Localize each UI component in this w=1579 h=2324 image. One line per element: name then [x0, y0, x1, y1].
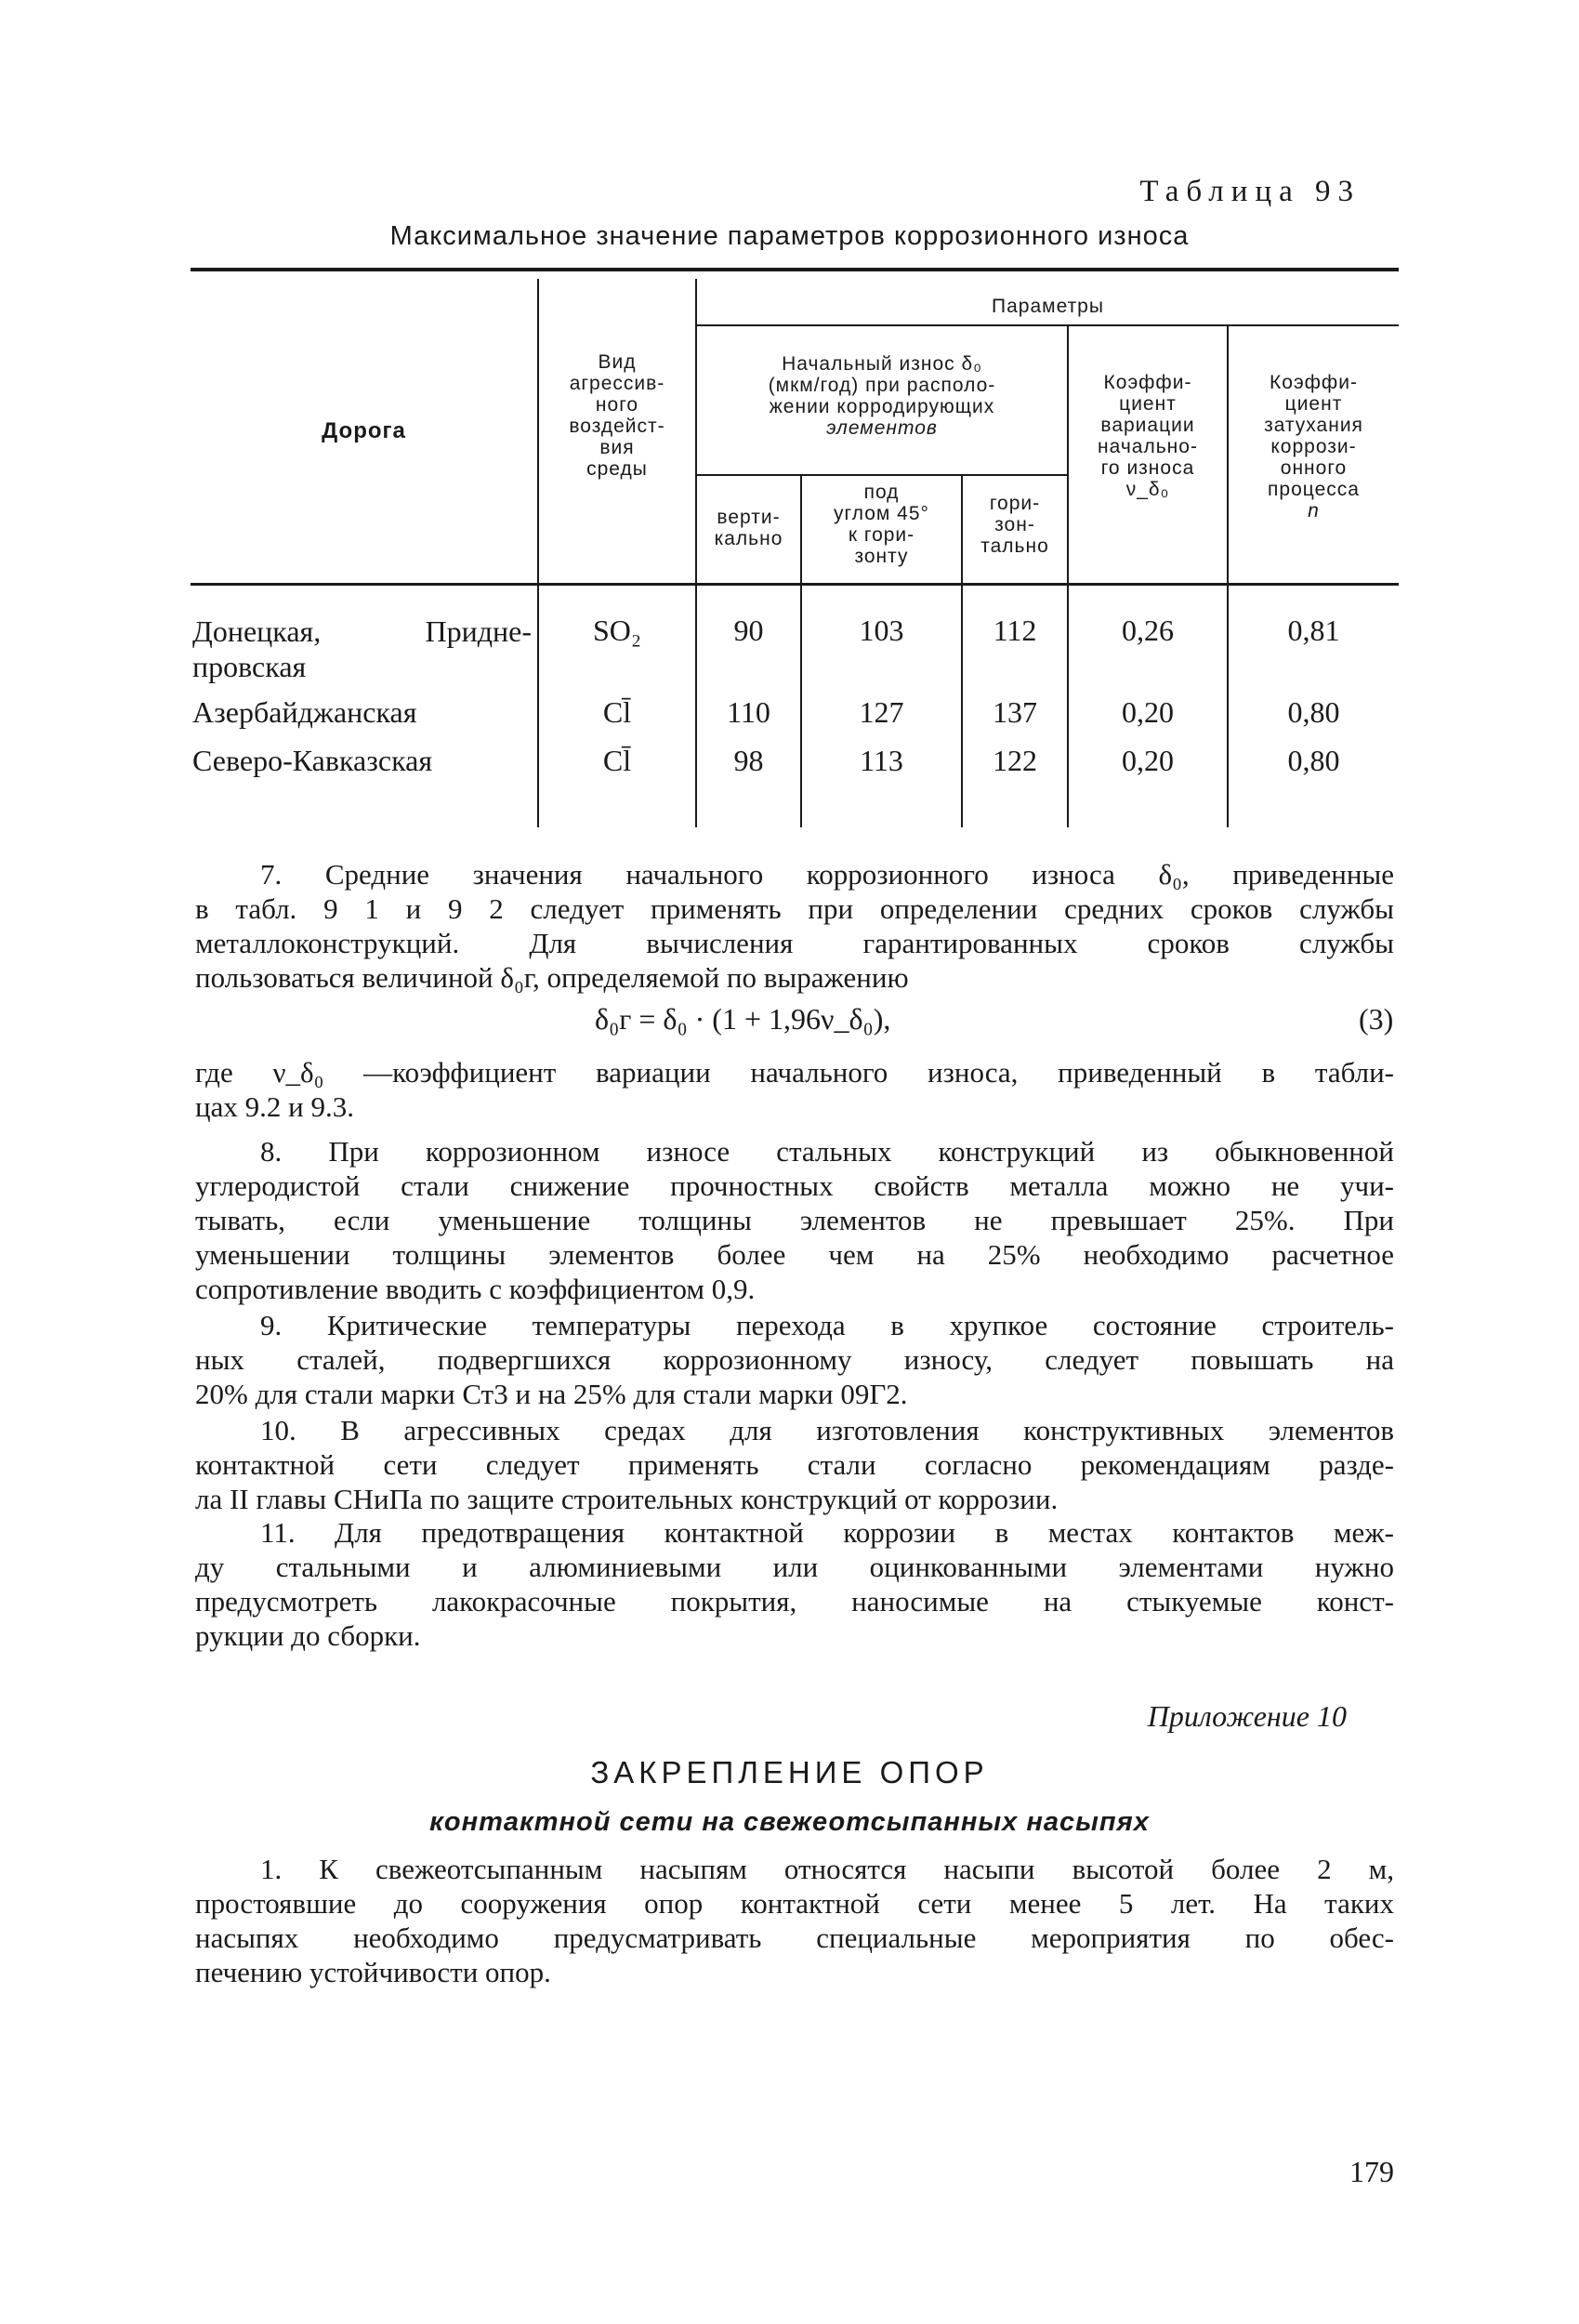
cell-road: Азербайджанская	[192, 695, 417, 729]
cell-damping: 0,80	[1287, 695, 1340, 729]
header-road: Дорога	[322, 418, 406, 443]
cell-medium: SO₂	[592, 614, 642, 647]
cell-damping: 0,81	[1287, 614, 1340, 647]
cell-angle45: 127	[859, 695, 904, 729]
cell-variation: 0,26	[1122, 614, 1174, 647]
cell-vertical: 98	[733, 744, 764, 777]
params-rule	[695, 324, 1399, 326]
cell-medium: Cl̄	[602, 695, 632, 729]
cell-horizontal: 122	[993, 744, 1037, 777]
table-top-rule	[191, 268, 1399, 271]
section-heading: ЗАКРЕПЛЕНИЕ ОПОР	[590, 1755, 989, 1789]
cell-vertical: 90	[733, 614, 764, 647]
appendix-label: Приложение 10	[1147, 1699, 1347, 1733]
header-bottom-rule	[191, 583, 1399, 586]
paragraph-8: 8. При коррозионном износе стальных конструкций из обыкновенной углеродистой стали снижение прочностных свойств металла можно не учи- тывать, если уменьшение толщины элементов не превышает 25%. При уменьшении толщины элементов более чем на 25% необходимо расчетное сопротивление вводить с коэффициентом 0,9.	[195, 1135, 1394, 1305]
header-params: Параметры	[992, 296, 1104, 317]
cell-angle45: 113	[860, 744, 903, 777]
header-angle45: под углом 45° к гори- зонту	[834, 482, 929, 567]
header-vertical: верти- кально	[714, 507, 783, 549]
page-number: 179	[1349, 2155, 1394, 2188]
cell-damping: 0,80	[1287, 744, 1340, 777]
formula-number: (3)	[1359, 1002, 1394, 1036]
cell-road: Северо-Кавказская	[192, 744, 433, 777]
initial-wear-rule	[695, 474, 1067, 476]
cell-vertical: 110	[727, 695, 770, 729]
cell-road: Донецкая, Придне- провская	[192, 614, 532, 683]
header-variation: Коэффи- циент вариации начально- го износа ν_δ₀	[1098, 372, 1198, 500]
paragraph-7-note: где ν_δ₀ —коэффициент вариации начального износа, приведенный в табли- цах 9.2 и 9.3.	[195, 1056, 1394, 1123]
paragraph-7: 7. Средние значения начального коррозионного износа δ₀, приведенные в табл. 9 1 и 9 2 следует применять при определении средних сроков службы металлоконструкций. Для вычисления гарантированных сроков службы пользоваться величиной δ₀г, определяемой по выражению	[195, 858, 1394, 994]
paragraph-10: 10. В агрессивных средах для изготовления конструктивных элементов контактной сети следует применять стали согласно рекомендациям разде- ла II главы СНиПа по защите строительных конструкций от коррозии.	[195, 1414, 1394, 1515]
cell-variation: 0,20	[1122, 744, 1174, 777]
paragraph-9: 9. Критические температуры перехода в хрупкое состояние строитель- ных сталей, подвергшихся коррозионному износу, следует повышать на 20% для стали марки Ст3 и на 25% для стали марки 09Г2.	[195, 1309, 1394, 1410]
header-damping: Коэффи- циент затухания коррози- онного процесса n	[1264, 372, 1363, 522]
cell-variation: 0,20	[1122, 695, 1174, 729]
header-initial-wear: Начальный износ δ₀ (мкм/год) при располо- жении корродирующих элементов	[768, 353, 996, 439]
table-title: Максимальное значение параметров коррозионного износа	[389, 221, 1190, 251]
header-horizontal: гори- зон- тально	[980, 493, 1049, 557]
formula: δ₀г = δ₀ · (1 + 1,96ν_δ₀),	[595, 1002, 891, 1036]
cell-horizontal: 112	[993, 614, 1037, 647]
header-medium: Вид агрессив- ного воздейст- вия среды	[569, 351, 665, 480]
cell-medium: Cl̄	[602, 744, 632, 777]
appendix-paragraph-1: 1. К свежеотсыпанным насыпям относятся насыпи высотой более 2 м, простоявшие до сооружения опор контактной сети менее 5 лет. На таких насыпях необходимо предусматривать специальные мероприятия по обес- печению устойчивости опор.	[195, 1853, 1394, 1988]
cell-horizontal: 137	[993, 695, 1037, 729]
cell-angle45: 103	[859, 614, 904, 647]
table-label: Таблица 93	[1139, 175, 1361, 208]
section-subheading: контактной сети на свежеотсыпанных насыпях	[429, 1807, 1150, 1837]
paragraph-11: 11. Для предотвращения контактной коррозии в местах контактов меж- ду стальными и алюминиевыми или оцинкованными элементами нужно предусмотреть лакокрасочные покрытия, наносимые на стыкуемые конст- рукции до сборки.	[195, 1516, 1394, 1652]
